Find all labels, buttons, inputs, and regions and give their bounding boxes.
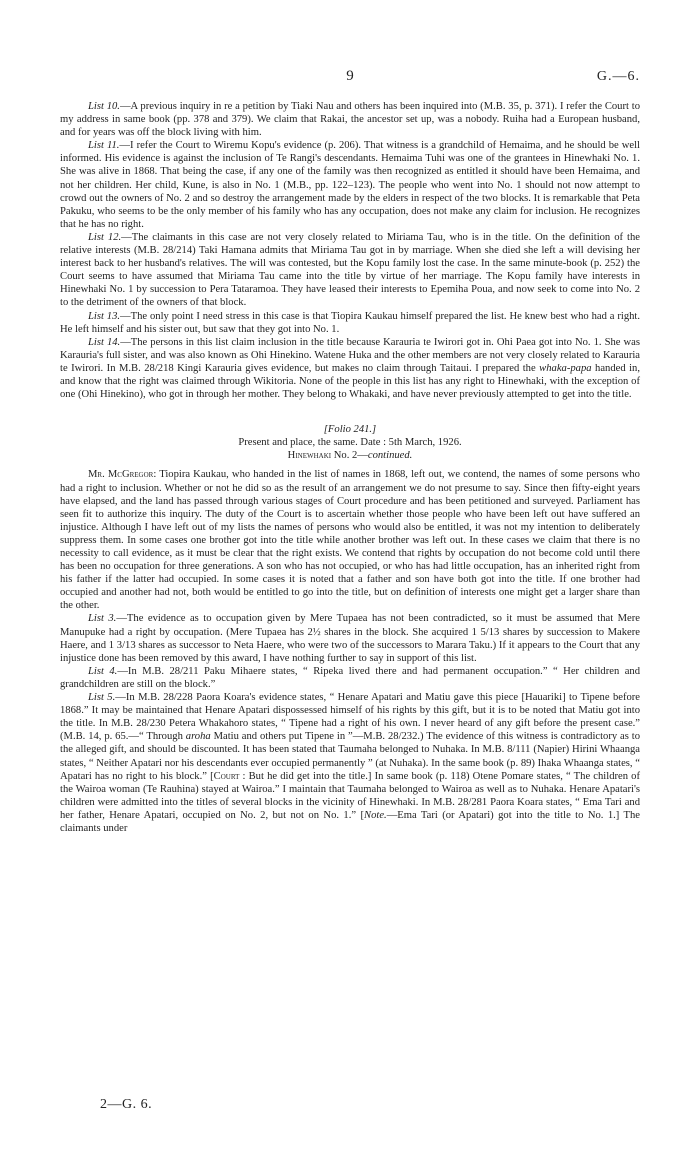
document-reference: G.—6. xyxy=(596,69,640,84)
list-label: List 13. xyxy=(88,310,121,322)
paragraph-text: : But he did get into the title.] In same book (p. 118) Otene Pomare states, “ The children of the Wairoa woman (Te Rauhina) stayed at Wairoa.” I maintain that Taumaha belonged to Wairoa as well as to Nuhaka. Henare Apatari's children were admitted into the titles of several blocks in the vicinity of Hinewhaki. In M.B. 28/281 Paora Koara states, “ Ema Tari and her father, Henare Apatari, occupied on No. 2, but not on No. 1.” [ xyxy=(60,770,640,821)
note-label: Note. xyxy=(364,809,387,821)
date-line: Present and place, the same. Date : 5th March, 1926. xyxy=(238,437,462,449)
paragraph-list-3 xyxy=(60,612,640,664)
page-signature: 2—G. 6. xyxy=(100,1097,153,1112)
paragraph-list-10 xyxy=(60,100,640,139)
paragraph-list-13 xyxy=(60,310,640,336)
section-title-continued: continued. xyxy=(367,450,413,462)
italic-term: aroha xyxy=(185,731,211,743)
list-label: List 11. xyxy=(88,140,120,152)
court-label: Court xyxy=(213,770,240,782)
list-label: List 14. xyxy=(88,336,121,348)
speaker-name: Mr. McGregor xyxy=(88,469,154,481)
paragraph-text: —The persons in this list claim inclusion in the title because Karauria te Iwirori got in. Ohi Paea got into No. 1. She was Karauria's full sister, and was also known as Ohi Hinekino. Watene Huka and the other members are not very closely related to Karauria te Iwirori. In M.B. 28/218 Kingi Karauria gives evidence, but makes no claim through Taitaui. I prepared the xyxy=(60,336,640,374)
list-label: List 4. xyxy=(88,665,118,677)
folio-reference: [Folio 241.] xyxy=(323,424,377,436)
block-name: Hinewhaki xyxy=(287,450,332,462)
paragraph-text: —I refer the Court to Wiremu Kopu's evidence (p. 206). That witness is a grandchild of Hemaima, and he should be well informed. His evidence is against the inclusion of Te Rangi's descendants. Hemaima Tuhi was one of the grantees in Hinewhaki No. 1. She was alive in 1868. That being the case, if any one of the family was then recognized as entitled it should have been Hemaima, and not her children. Her child, Kune, is also in No. 1 (M.B., pp. 122–123). The people who went into No. 1 should not now attempt to crowd out the owners of No. 2 and so destroy the arrangement made by the elders in respect of the two blocks. It is remarkable that Peta Pakuku, who seems to be the only member of his family who has any occupation, does not make any claim for inclusion. He recognizes that he has no right. xyxy=(60,140,640,230)
section-title xyxy=(60,449,640,462)
paragraph-list-5 xyxy=(60,691,640,835)
paragraph-text: —In M.B. 28/228 Paora Koara's evidence states, “ Henare Apatari and Matiu gave this piece [Hauariki] to Tipene before 1868.” It may be maintained that Henare Apatari dispossessed himself of his rights by this gift, but it is to be noted that Matiu got into the title. In M.B. 28/230 Petera Whakahoro states, “ Tipene had a right of his own. I never heard of any gift before the present case.” (M.B. 14, p. 65.—“ Through xyxy=(60,692,641,743)
paragraph-list-14 xyxy=(60,336,640,401)
document-body xyxy=(60,100,640,835)
page-number: 9 xyxy=(346,68,354,84)
list-label: List 10. xyxy=(88,101,120,112)
list-label: List 12. xyxy=(88,231,122,243)
paragraph-list-12 xyxy=(60,231,640,310)
paragraph-text: —The evidence as to occupation given by Mere Tupaea has not been contradicted, so it must be assumed that Mere Manupuke had a right by occupation. (Mere Tupaea has 2½ shares in the block. She acquired 1 5/13 shares by succession to Makere Haere, and 1 3/13 shares as successor to Neta Haere, who were two of the successors to Marara Taku.) If it appears to the Court that any injustice done has been removed by this award, I have nothing further to say in support of this list. xyxy=(60,613,640,664)
list-label: List 3. xyxy=(88,613,117,625)
italic-term: whaka-papa xyxy=(539,362,592,374)
paragraph-text: —A previous inquiry in re a petition by Tiaki Nau and others has been inquired into (M.B. 35, p. 371). I refer the Court to my address in same book (pp. 378 and 379). We claim that Rakai, the ancestor set up, was a nobody. Ruiha had a European husband, and for years was off the block living with him. xyxy=(60,101,640,139)
paragraph-text: —The claimants in this case are not very closely related to Miriama Tau, who is in the title. On the definition of the relative interests (M.B. 28/214) Taki Hamana admits that Miriama Tau got in by marriage. When she died she left a will devising her interest back to her husband's relatives. The will was contested, but the Kopu family lost the case. In the same minute-book (p. 252) the Court seems to have assumed that Miriama Tau came into the title by virtue of her marriage. The Kopu family have interests in Hinewhaki No. 1 by succession to Pera Tataramoa. They have leased their interests to Epemiha Poua, and now seek to come into No. 2 to the detriment of the owners of that block. xyxy=(60,231,640,309)
paragraph-text: : Tiopira Kaukau, who handed in the list of names in 1868, left out, we contend, the names of some persons who had a right to inclusion. Whether or not he did so as the result of an arrangement we do not presume to say. Since then fifty-eight years have elapsed, and the land has passed through various stages of Court procedure and has been petitioned and surveyed. Parliament has seen fit to authorize this inquiry. The duty of the Court is to ascertain whether those people who have been left out have suffered an injustice. Although I have left out of my lists the names of persons who would also be entitled, it was not my intention to deliberately suppress them. In some cases one brother got into the title while another brother was left out. In these cases we claim that there is no necessity to call evidence, as it must be clear that the right exists. We contend that rights by occupation do not become cold until there has been no occupation for three generations. A son who has not occupied, or who has had little occupation, has an inherited right from his father if the latter had occupied. In some cases it is noted that a father and son have both got into the title. If one brother had occupied and another had not, both would be entitled to go into the title, but on definition of interests one might get a larger share than the other. xyxy=(60,469,640,612)
paragraph-mcgregor-address xyxy=(60,468,640,612)
paragraph-text: handed in, and know that the right was claimed through Wikitoria. None of the people in this list has any right to Hinewhaki, with the exception of one (Ohi Hinekino), who got in through her mother. They belong to Whakaki, and have never previously attempted to get into the title. xyxy=(60,362,640,401)
paragraph-text: Matiu and others put Tipene in ”—M.B. 28/232.) The evidence of this witness is contradictory as to the alleged gift, and should be discounted. It has been stated that Taumaha belonged to Nuhaka. In M.B. 8/111 (Napier) Hirini Whaanga states, “ Neither Apatari nor his descendants ever occupied permanently ” (at Nuhaka). In the same book (p. 89) Ihaka Whaanga states, “ Apatari has no right to his block.” [ xyxy=(60,731,640,782)
paragraph-text: —In M.B. 28/211 Paku Mihaere states, “ Ripeka lived there and had permanent occupation.” “ Her children and grandchildren are still on the block.” xyxy=(60,665,641,690)
section-title-number: No. 2— xyxy=(331,450,368,462)
paragraph-list-11 xyxy=(60,139,640,231)
paragraph-text: —The only point I need stress in this case is that Tiopira Kaukau himself prepared the list. He knew best who had a right. He left himself and his sister out, but saw that they got into No. 1. xyxy=(60,310,640,335)
paragraph-list-4 xyxy=(60,665,640,691)
paragraph-text: —Ema Tari (or Apatari) got into the title to No. 1.] The claimants under xyxy=(60,809,641,834)
page-header xyxy=(60,70,640,90)
list-label: List 5. xyxy=(88,692,116,704)
